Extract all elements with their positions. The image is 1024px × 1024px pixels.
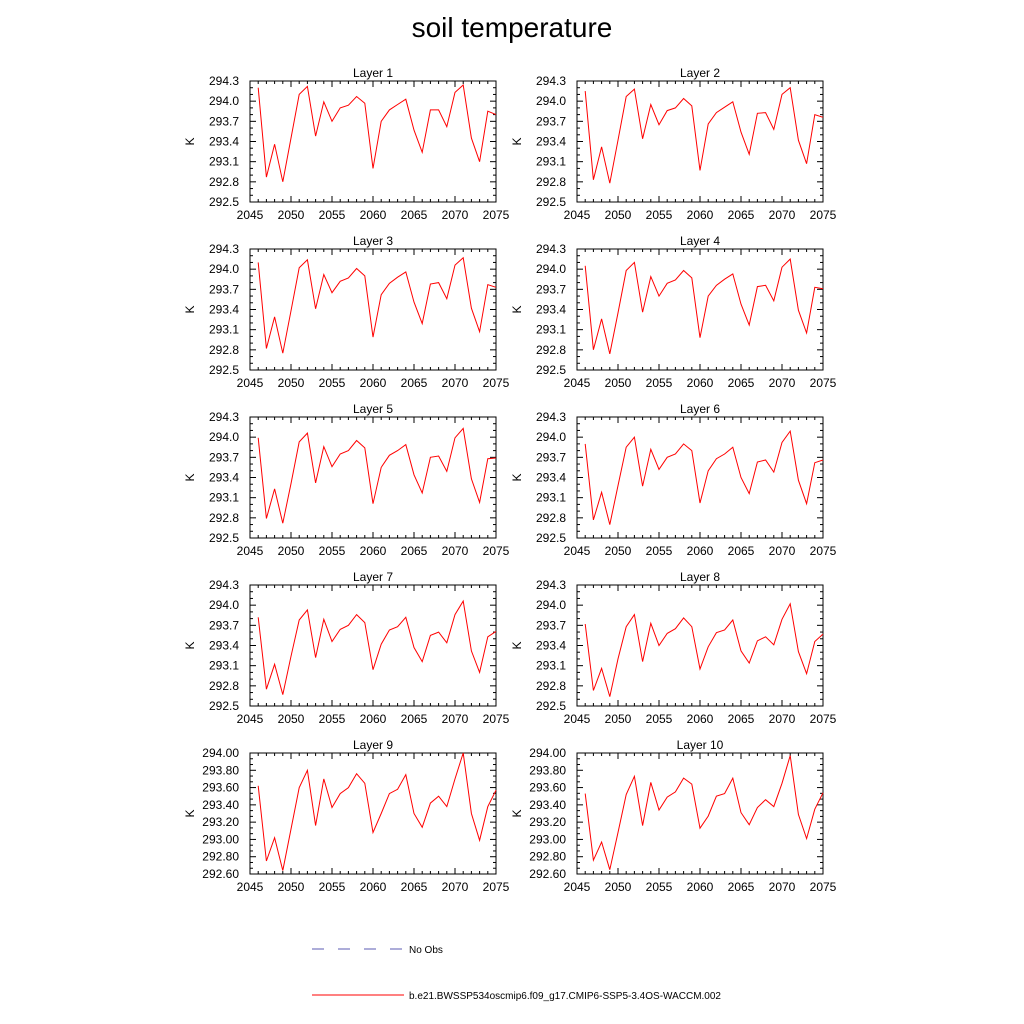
x-tick-label: 2075 xyxy=(809,208,837,222)
x-tick-label: 2055 xyxy=(645,208,673,222)
y-axis-label: K xyxy=(510,641,524,650)
x-tick-label: 2050 xyxy=(277,544,305,558)
y-tick-label: 293.4 xyxy=(208,470,239,485)
x-tick-label: 2055 xyxy=(645,712,673,726)
y-axis-label: K xyxy=(183,137,197,146)
x-tick-label: 2055 xyxy=(318,712,346,726)
x-tick-label: 2070 xyxy=(441,208,469,222)
x-tick-label: 2050 xyxy=(277,712,305,726)
y-tick-label: 293.1 xyxy=(208,322,239,337)
y-tick-label: 292.8 xyxy=(535,678,566,693)
y-tick-label: 294.3 xyxy=(535,578,566,592)
y-tick-label: 292.8 xyxy=(208,678,239,693)
y-tick-label: 294.0 xyxy=(208,598,239,613)
y-tick-label: 293.7 xyxy=(535,450,566,465)
y-tick-label: 294.0 xyxy=(535,262,566,277)
y-axis-label: K xyxy=(510,809,524,818)
x-tick-label: 2070 xyxy=(441,544,469,558)
x-tick-label: 2065 xyxy=(727,712,755,726)
y-axis-label: K xyxy=(183,473,197,482)
y-tick-label: 294.3 xyxy=(208,410,239,424)
y-tick-label: 294.3 xyxy=(535,242,566,256)
x-tick-label: 2075 xyxy=(482,880,510,894)
y-tick-label: 293.4 xyxy=(208,302,239,317)
panel-title: Layer 8 xyxy=(679,570,721,584)
x-tick-label: 2065 xyxy=(727,544,755,558)
x-tick-label: 2075 xyxy=(482,208,510,222)
panel-title: Layer 10 xyxy=(676,738,724,752)
x-tick-label: 2050 xyxy=(604,376,632,390)
x-tick-label: 2050 xyxy=(277,208,305,222)
x-tick-label: 2045 xyxy=(563,544,591,558)
y-tick-label: 292.5 xyxy=(208,363,239,377)
x-tick-label: 2070 xyxy=(768,208,796,222)
x-tick-label: 2075 xyxy=(482,544,510,558)
y-tick-label: 294.0 xyxy=(208,430,239,445)
legend-model-label: b.e21.BWSSP534oscmip6.f09_g17.CMIP6-SSP5-3.4OS-WACCM.002 xyxy=(409,991,721,1002)
x-tick-label: 2060 xyxy=(686,880,714,894)
y-tick-label: 293.4 xyxy=(208,134,239,149)
y-tick-label: 294.0 xyxy=(535,94,566,109)
y-tick-label: 293.7 xyxy=(208,282,239,297)
y-tick-label: 293.4 xyxy=(535,302,566,317)
y-tick-label: 293.7 xyxy=(535,282,566,297)
y-tick-label: 292.8 xyxy=(535,342,566,357)
y-tick-label: 293.80 xyxy=(202,763,239,778)
x-tick-label: 2045 xyxy=(236,544,264,558)
y-tick-label: 294.3 xyxy=(208,578,239,592)
y-tick-label: 294.00 xyxy=(529,746,566,760)
y-tick-label: 292.60 xyxy=(529,867,566,881)
x-tick-label: 2070 xyxy=(441,712,469,726)
y-axis-label: K xyxy=(183,809,197,818)
x-tick-label: 2060 xyxy=(359,712,387,726)
panel-title: Layer 1 xyxy=(352,66,394,80)
x-tick-label: 2045 xyxy=(236,376,264,390)
y-tick-label: 294.3 xyxy=(535,410,566,424)
x-tick-label: 2045 xyxy=(236,880,264,894)
y-tick-label: 293.40 xyxy=(202,797,239,812)
x-tick-label: 2075 xyxy=(809,376,837,390)
x-tick-label: 2065 xyxy=(727,376,755,390)
y-tick-label: 293.1 xyxy=(208,154,239,169)
x-tick-label: 2070 xyxy=(768,376,796,390)
y-tick-label: 293.7 xyxy=(208,450,239,465)
y-tick-label: 293.60 xyxy=(202,780,239,795)
y-tick-label: 293.4 xyxy=(535,470,566,485)
panel-title: Layer 5 xyxy=(352,402,394,416)
x-tick-label: 2055 xyxy=(645,880,673,894)
y-tick-label: 293.7 xyxy=(208,618,239,633)
y-axis-label: K xyxy=(510,305,524,314)
y-tick-label: 294.0 xyxy=(208,262,239,277)
x-tick-label: 2065 xyxy=(727,880,755,894)
y-axis-label: K xyxy=(183,641,197,650)
panel-title: Layer 9 xyxy=(352,738,394,752)
x-tick-label: 2075 xyxy=(809,712,837,726)
y-tick-label: 292.5 xyxy=(535,195,566,209)
panel-title: Layer 4 xyxy=(679,234,721,248)
x-tick-label: 2055 xyxy=(318,880,346,894)
y-tick-label: 292.8 xyxy=(208,510,239,525)
y-tick-label: 294.3 xyxy=(535,74,566,88)
y-tick-label: 293.1 xyxy=(535,658,566,673)
x-tick-label: 2075 xyxy=(482,376,510,390)
x-tick-label: 2050 xyxy=(604,880,632,894)
y-tick-label: 294.3 xyxy=(208,242,239,256)
x-tick-label: 2050 xyxy=(277,376,305,390)
x-tick-label: 2065 xyxy=(400,544,428,558)
x-tick-label: 2050 xyxy=(604,208,632,222)
y-tick-label: 293.20 xyxy=(529,815,566,830)
y-tick-label: 293.4 xyxy=(535,134,566,149)
x-tick-label: 2055 xyxy=(645,376,673,390)
y-tick-label: 292.8 xyxy=(208,342,239,357)
x-tick-label: 2065 xyxy=(400,376,428,390)
y-tick-label: 293.00 xyxy=(202,832,239,847)
y-tick-label: 292.5 xyxy=(535,363,566,377)
panel-title: Layer 6 xyxy=(679,402,721,416)
y-tick-label: 293.00 xyxy=(529,832,566,847)
x-tick-label: 2050 xyxy=(277,880,305,894)
y-tick-label: 293.7 xyxy=(208,114,239,129)
y-tick-label: 294.3 xyxy=(208,74,239,88)
x-tick-label: 2050 xyxy=(604,712,632,726)
x-tick-label: 2045 xyxy=(563,376,591,390)
y-tick-label: 292.8 xyxy=(535,510,566,525)
x-tick-label: 2070 xyxy=(768,880,796,894)
legend-no-obs-label: No Obs xyxy=(409,945,443,956)
x-tick-label: 2065 xyxy=(400,208,428,222)
x-tick-label: 2045 xyxy=(236,712,264,726)
x-tick-label: 2070 xyxy=(768,544,796,558)
panel-title: Layer 3 xyxy=(352,234,394,248)
x-tick-label: 2060 xyxy=(686,712,714,726)
y-tick-label: 293.1 xyxy=(535,490,566,505)
panel-title: Layer 7 xyxy=(352,570,394,584)
y-tick-label: 293.1 xyxy=(208,658,239,673)
y-tick-label: 292.5 xyxy=(208,195,239,209)
x-tick-label: 2060 xyxy=(686,376,714,390)
y-tick-label: 293.1 xyxy=(535,154,566,169)
y-tick-label: 293.80 xyxy=(529,763,566,778)
x-tick-label: 2045 xyxy=(563,712,591,726)
x-tick-label: 2070 xyxy=(441,880,469,894)
x-tick-label: 2055 xyxy=(318,376,346,390)
x-tick-label: 2060 xyxy=(359,376,387,390)
x-tick-label: 2045 xyxy=(563,208,591,222)
x-tick-label: 2075 xyxy=(809,880,837,894)
y-tick-label: 293.4 xyxy=(208,638,239,653)
y-tick-label: 293.4 xyxy=(535,638,566,653)
y-tick-label: 292.60 xyxy=(202,867,239,881)
y-tick-label: 292.5 xyxy=(208,531,239,545)
x-tick-label: 2055 xyxy=(645,544,673,558)
x-tick-label: 2045 xyxy=(563,880,591,894)
x-tick-label: 2065 xyxy=(727,208,755,222)
y-tick-label: 293.7 xyxy=(535,114,566,129)
y-tick-label: 292.80 xyxy=(529,849,566,864)
y-tick-label: 292.5 xyxy=(535,531,566,545)
x-tick-label: 2075 xyxy=(809,544,837,558)
x-tick-label: 2065 xyxy=(400,880,428,894)
y-tick-label: 293.7 xyxy=(535,618,566,633)
y-tick-label: 294.0 xyxy=(208,94,239,109)
y-tick-label: 293.1 xyxy=(208,490,239,505)
y-axis-label: K xyxy=(510,473,524,482)
y-tick-label: 294.00 xyxy=(202,746,239,760)
y-tick-label: 294.0 xyxy=(535,430,566,445)
x-tick-label: 2060 xyxy=(359,880,387,894)
x-tick-label: 2055 xyxy=(318,208,346,222)
x-tick-label: 2070 xyxy=(768,712,796,726)
x-tick-label: 2055 xyxy=(318,544,346,558)
x-tick-label: 2065 xyxy=(400,712,428,726)
y-tick-label: 293.40 xyxy=(529,797,566,812)
y-tick-label: 292.5 xyxy=(208,699,239,713)
y-tick-label: 293.60 xyxy=(529,780,566,795)
figure-title: soil temperature xyxy=(411,12,613,43)
y-tick-label: 294.0 xyxy=(535,598,566,613)
y-tick-label: 293.1 xyxy=(535,322,566,337)
y-tick-label: 292.5 xyxy=(535,699,566,713)
y-axis-label: K xyxy=(510,137,524,146)
x-tick-label: 2075 xyxy=(482,712,510,726)
y-tick-label: 293.20 xyxy=(202,815,239,830)
y-axis-label: K xyxy=(183,305,197,314)
x-tick-label: 2050 xyxy=(604,544,632,558)
x-tick-label: 2045 xyxy=(236,208,264,222)
y-tick-label: 292.80 xyxy=(202,849,239,864)
x-tick-label: 2070 xyxy=(441,376,469,390)
x-tick-label: 2060 xyxy=(359,544,387,558)
x-tick-label: 2060 xyxy=(686,544,714,558)
y-tick-label: 292.8 xyxy=(535,174,566,189)
x-tick-label: 2060 xyxy=(686,208,714,222)
x-tick-label: 2060 xyxy=(359,208,387,222)
y-tick-label: 292.8 xyxy=(208,174,239,189)
panel-title: Layer 2 xyxy=(679,66,721,80)
